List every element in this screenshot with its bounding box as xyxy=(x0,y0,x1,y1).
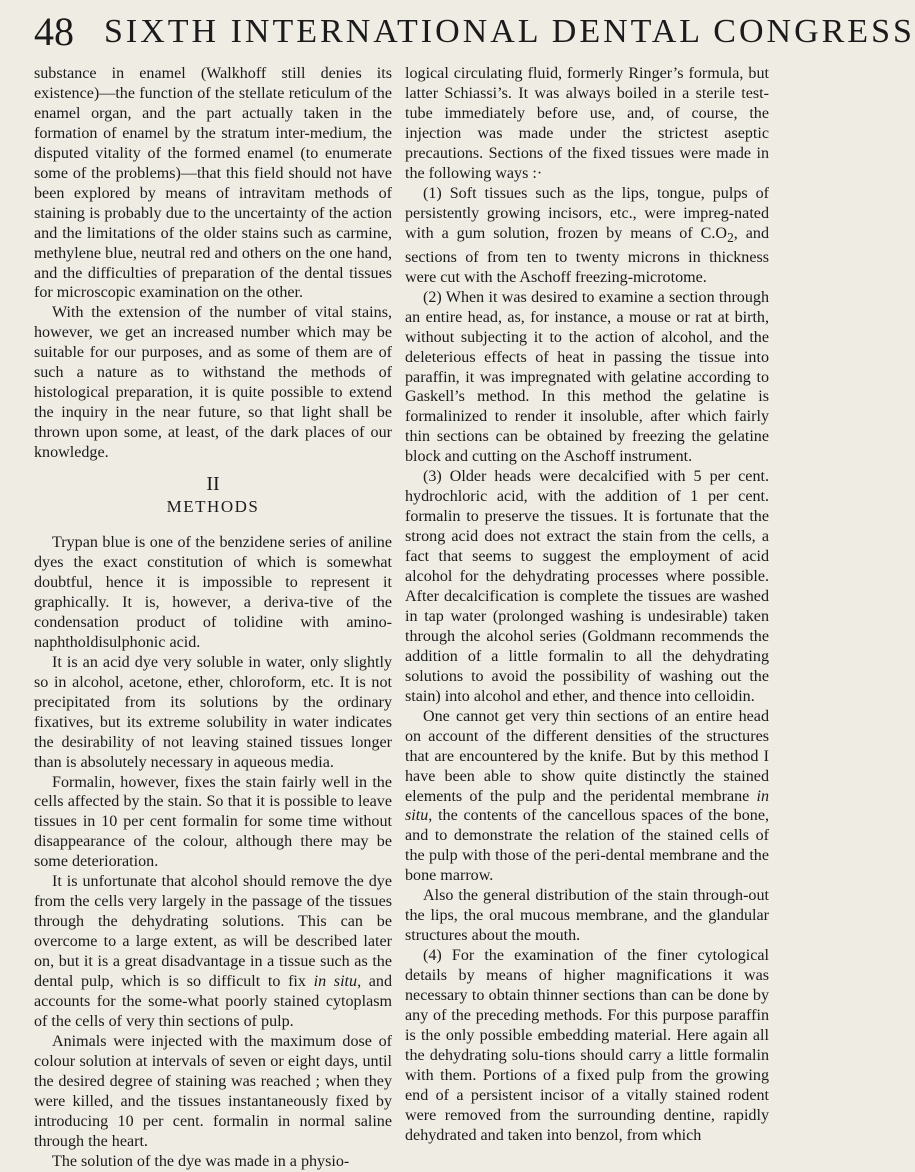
page-header xyxy=(0,6,915,56)
section-title: METHODS xyxy=(166,497,260,517)
text-run: , and sections of from ten to twenty microns in thickness were cut with the Aschoff freezing-microtome. xyxy=(405,224,769,286)
paragraph: substance in enamel (Walkhoff still denies its existence)—the function of the stellate reticulum of the enamel organ, and the part actually taken in the formation of enamel by the stratum inter-medium, the disputed vitality of the formed enamel (to enumerate some of the problems)—that this field should not have been explored by means of intravitam methods of staining is probably due to the uncertainty of the action and the limitations of the older stains such as carmine, methylene blue, neutral red and others on the one hand, and the difficulties of preparation of the dental tissues for microscopic examination on the other. xyxy=(34,65,392,302)
text-run: , and accounts for the some-what poorly stained cytoplasm of the cells of very thin sections of pulp. xyxy=(34,973,393,1030)
subscript: 2 xyxy=(727,229,734,245)
paragraph: Also the general distribution of the stain through-out the lips, the oral mucous membrane, and the glandular structures about the mouth. xyxy=(405,887,769,945)
italic-text: in situ xyxy=(405,787,769,825)
paragraph: (2) When it was desired to examine a section through an entire head, as, for instance, a mouse or rat at birth, without subjecting it to the action of alcohol, and the deleterious effects of heat in passing the tissue into paraffin, it was impregnated with gelatine according to Gaskell’s method. In this method the gelatine is formalinized to render it insoluble, after which fairly thin sections can be obtained by freezing the gelatine block and cutting on the Aschoff instrument. xyxy=(405,288,769,466)
paragraph xyxy=(34,872,392,1032)
text-run: It is unfortunate that alcohol should remove the dye from the cells very largely in the passage of the tissues through the dehydrating solutions. This can be overcome to a large extent, as will be described later on, but it is a great disadvantage in a tissue such as the dental pulp, which is so difficult to fix xyxy=(34,873,392,991)
paragraph: logical circulating fluid, formerly Ringer’s formula, but latter Schiassi’s. It was always boiled in a sterile test-tube immediately before use, and, of course, the injection was made under the strictest aseptic precautions. Sections of the fixed tissues were made in the following ways :· xyxy=(405,65,769,182)
paragraph: With the extension of the number of vital stains, however, we get an increased number which may be suitable for our purposes, and as some of them are of such a nature as to withstand the methods of histological preparation, it is quite possible to extend the inquiry in the near future, so that light shall be thrown upon some, at least, of the dark places of our knowledge. xyxy=(34,304,392,462)
paragraph: Trypan blue is one of the benzidene series of aniline dyes the exact constitution of which is somewhat doubtful, hence it is impossible to represent it graphically. It is, however, a deriva-tive of the condensation product of tolidine with amino-naphtholdisulphonic acid. xyxy=(34,534,392,651)
paragraph: Formalin, however, fixes the stain fairly well in the cells affected by the stain. So that it is possible to leave tissues in 10 per cent formalin for some time without disappearance of the colour, although there may be some deterioration. xyxy=(34,773,392,871)
italic-text: in situ xyxy=(313,973,358,991)
paragraph xyxy=(405,184,769,288)
paragraph: (4) For the examination of the finer cytological details by means of higher magnifications it was necessary to obtain thinner sections than can be done by any of the preceding methods. For this purpose paraffin is the only possible embedding material. Here again all the dehydrating solu-tions should carry a little formalin with them. Portions of a fixed pulp from the growing end of a persistent incisor of a vitally stained rodent were removed from the surrounding dentine, rapidly dehydrated and taken into benzol, from which xyxy=(405,947,769,1144)
paragraph xyxy=(405,707,769,887)
paragraph: Animals were injected with the maximum dose of colour solution at intervals of seven or eight days, until the desired degree of staining was reached ; when they were killed, and the tissues instantaneously fixed by introducing 10 per cent. formalin in normal saline through the heart. xyxy=(34,1032,392,1150)
page-number: 48 xyxy=(34,9,74,54)
paragraph: It is an acid dye very soluble in water, only slightly so in alcohol, acetone, ether, chloroform, etc. It is not precipitated from its solutions by the ordinary fixatives, but its extreme solubility in water indicates the desirability of not leaving stained tissues longer than is absolutely necessary in aqueous media. xyxy=(34,653,392,771)
text-run: One cannot get very thin sections of an entire head on account of the different densities of the structures that are encountered by the knife. But by this method I have been able to show quite distinctly the stained elements of the pulp and the peridental membrane xyxy=(405,707,769,805)
left-column xyxy=(34,64,392,1172)
right-column xyxy=(405,64,769,1146)
text-run: , the contents of the cancellous spaces of the bone, and to demonstrate the relation of the stained cells of the pulp with those of the peri-dental membrane and the bone marrow. xyxy=(405,807,769,885)
section-number: II xyxy=(206,473,220,496)
paragraph: The solution of the dye was made in a physio- xyxy=(52,1152,350,1170)
running-title: SIXTH INTERNATIONAL DENTAL CONGRESS xyxy=(104,13,915,50)
paragraph: (3) Older heads were decalcified with 5 per cent. hydrochloric acid, with the addition of 1 per cent. formalin to preserve the tissues. It is fortunate that the strong acid does not extract the stain from the cells, a fact that seems to suggest the employment of acid alcohol for the dehydrating processes where possible. After decalcification is complete the tissues are washed in tap water (prolonged washing is undesirable) taken through the alcohol series (Goldmann recommends the addition of a little formalin to all the dehydrating solutions to avoid the possibility of washing out the stain) into alcohol and ether, and thence into celloidin. xyxy=(405,468,769,705)
text-run: (1) Soft tissues such as the lips, tongue, pulps of persistently growing incisors, etc., were impreg-nated with a gum solution, frozen by means of C.O xyxy=(405,184,769,242)
